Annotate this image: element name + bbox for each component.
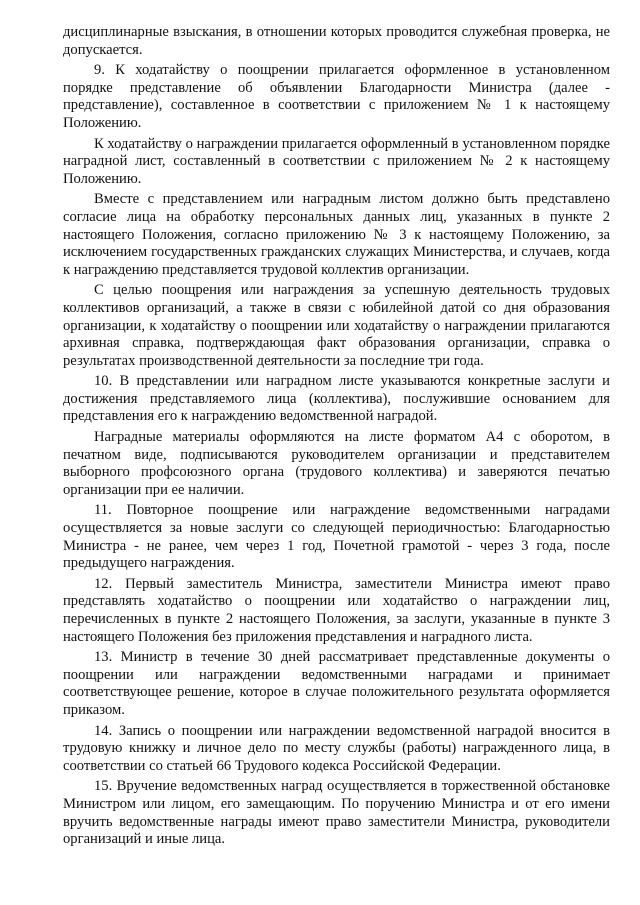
paragraph-award-materials: Наградные материалы оформляются на листе форматом А4 с оборотом, в печатном виде, подписываются руководителем организации и представителем выборного профсоюзного органа (трудового коллектива) и заверяются печатью организации при ее наличии. — [63, 429, 610, 498]
paragraph-consent: Вместе с представлением или наградным листом должно быть представлено согласие лица на обработку персональных данных лиц, указанных в пункте 2 настоящего Положения, согласно приложению № 3 к настоящему Положению, за исключением государственных гражданских служащих Министерства, и случаев, когда к награждению представляется трудовой коллектив организации. — [63, 191, 610, 278]
paragraph-item-12: 12. Первый заместитель Министра, заместители Министра имеют право представлять ходатайство о поощрении или ходатайство о награждении лиц, перечисленных в пункте 2 настоящего Положения, за заслуги, указанные в пункте 3 настоящего Положения без приложения представления и наградного листа. — [63, 575, 610, 645]
paragraph-award-sheet: К ходатайству о награждении прилагается оформленный в установленном порядке наградной лист, составленный в соответствии с приложением № 2 к настоящему Положению. — [63, 135, 610, 187]
paragraph-item-10: 10. В представлении или наградном листе указываются конкретные заслуги и достижения представляемого лица (коллектива), послужившие основанием для представления его к награждению ведомственной наградой. — [63, 373, 610, 425]
document-body — [63, 24, 610, 852]
paragraph-item-11: 11. Повторное поощрение или награждение ведомственными наградами осуществляется за новые заслуги со следующей периодичностью: Благодарностью Министра - не ранее, чем через 1 год, Почетной грамотой - через 3 года, после предыдущего награждения. — [63, 502, 610, 572]
paragraph-item-13: 13. Министр в течение 30 дней рассматривает представленные документы о поощрении или награждении ведомственными наградами и принимает соответствующее решение, которое в случае положительного результата оформляется приказом. — [63, 649, 610, 718]
paragraph-collectives: С целью поощрения или награждения за успешную деятельность трудовых коллективов организаций, а также в связи с юбилейной датой со дня образования организации, к ходатайству о поощрении или ходатайству о награждении прилагаются архивная справка, подтверждающая факт образования организации, справка о результатах производственной деятельности за последние три года. — [63, 282, 610, 369]
paragraph-continuation: дисциплинарные взыскания, в отношении которых проводится служебная проверка, не допускается. — [63, 24, 610, 58]
paragraph-item-15: 15. Вручение ведомственных наград осуществляется в торжественной обстановке Министром или лицом, его замещающим. По поручению Министра и от его имени вручить ведомственные награды имеют право заместители Министра, руководители организаций и иные лица. — [63, 778, 610, 848]
paragraph-item-14: 14. Запись о поощрении или награждении ведомственной наградой вносится в трудовую книжку и личное дело по месту службы (работы) награжденного лица, в соответствии со статьей 66 Трудового кодекса Российской Федерации. — [63, 722, 610, 774]
paragraph-item-9: 9. К ходатайству о поощрении прилагается оформленное в установленном порядке представление об объявлении Благодарности Министра (далее - представление), составленное в соответствии с приложением № 1 к настоящему Положению. — [63, 62, 610, 131]
